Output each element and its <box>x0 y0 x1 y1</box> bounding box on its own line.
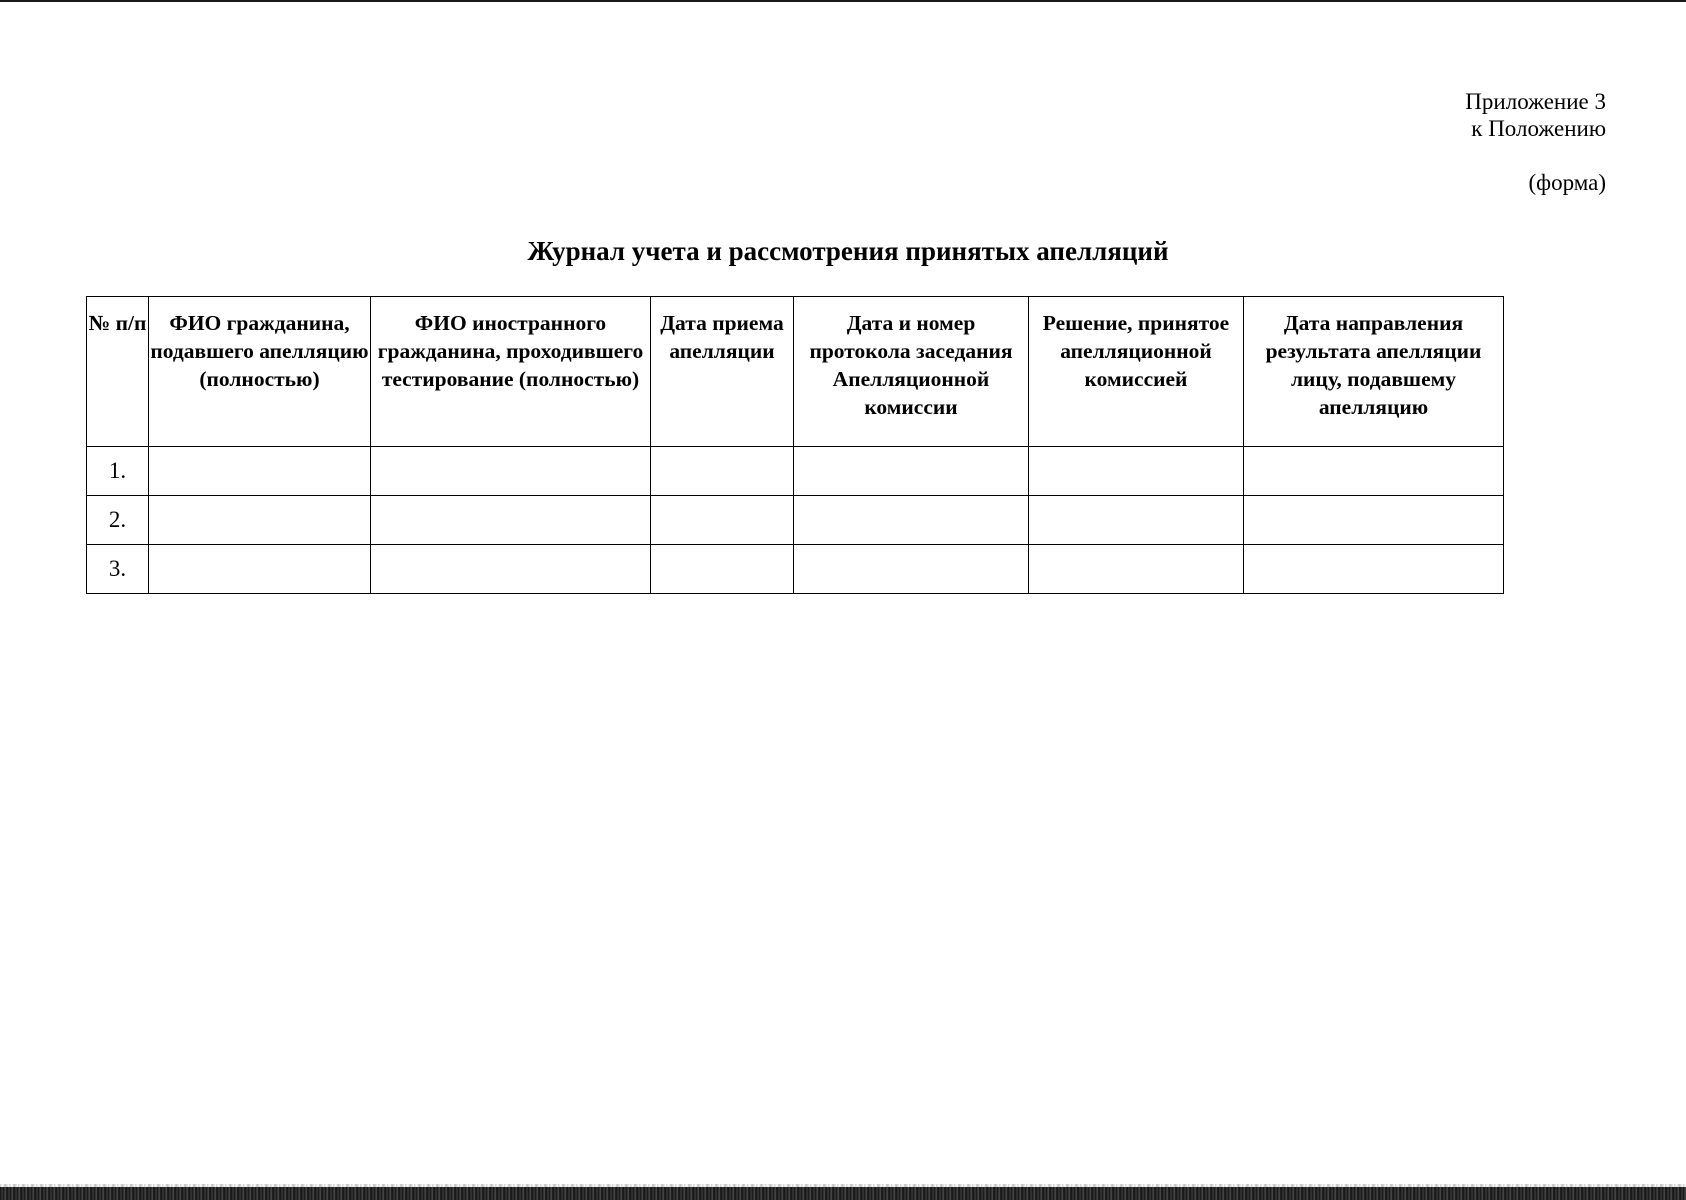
protocol-cell <box>794 496 1029 545</box>
foreign-citizen-name-cell <box>371 496 651 545</box>
foreign-citizen-name-cell <box>371 545 651 594</box>
appeal-date-cell <box>651 496 794 545</box>
form-note: (форма) <box>1528 170 1606 195</box>
decision-cell <box>1029 447 1244 496</box>
citizen-name-cell <box>149 496 371 545</box>
appeal-date-cell <box>651 447 794 496</box>
table-row <box>87 496 1504 545</box>
table-row <box>87 447 1504 496</box>
protocol-cell <box>794 545 1029 594</box>
header-protocol: Дата и номер протокола заседания Апелляционной комиссии <box>794 297 1029 447</box>
appeals-journal-table <box>86 296 1504 594</box>
annex-line-1: Приложение 3 <box>1465 89 1606 114</box>
result-sent-date-cell <box>1244 545 1504 594</box>
protocol-cell <box>794 447 1029 496</box>
row-number: 1. <box>87 447 149 496</box>
appeal-date-cell <box>651 545 794 594</box>
row-number: 2. <box>87 496 149 545</box>
header-foreign-citizen-name: ФИО иностранного гражданина, проходившего тестирование (полностью) <box>371 297 651 447</box>
table-row <box>87 545 1504 594</box>
header-citizen-name: ФИО гражданина, подавшего апелляцию (полностью) <box>149 297 371 447</box>
citizen-name-cell <box>149 447 371 496</box>
header-appeal-date: Дата приема апелляции <box>651 297 794 447</box>
foreign-citizen-name-cell <box>371 447 651 496</box>
document-title: Журнал учета и рассмотрения принятых апелляций <box>527 236 1169 266</box>
row-number: 3. <box>87 545 149 594</box>
citizen-name-cell <box>149 545 371 594</box>
decision-cell <box>1029 496 1244 545</box>
annex-line-2: к Положению <box>1471 116 1606 141</box>
scan-top-edge <box>0 0 1686 2</box>
scan-bottom-edge <box>0 1187 1686 1200</box>
table-header-row <box>87 297 1504 447</box>
result-sent-date-cell <box>1244 496 1504 545</box>
header-decision: Решение, принятое апелляционной комиссией <box>1029 297 1244 447</box>
result-sent-date-cell <box>1244 447 1504 496</box>
header-result-sent-date: Дата направления результата апелляции лицу, подавшему апелляцию <box>1244 297 1504 447</box>
decision-cell <box>1029 545 1244 594</box>
annex-reference <box>1465 88 1606 142</box>
header-number: № п/п <box>87 297 149 447</box>
